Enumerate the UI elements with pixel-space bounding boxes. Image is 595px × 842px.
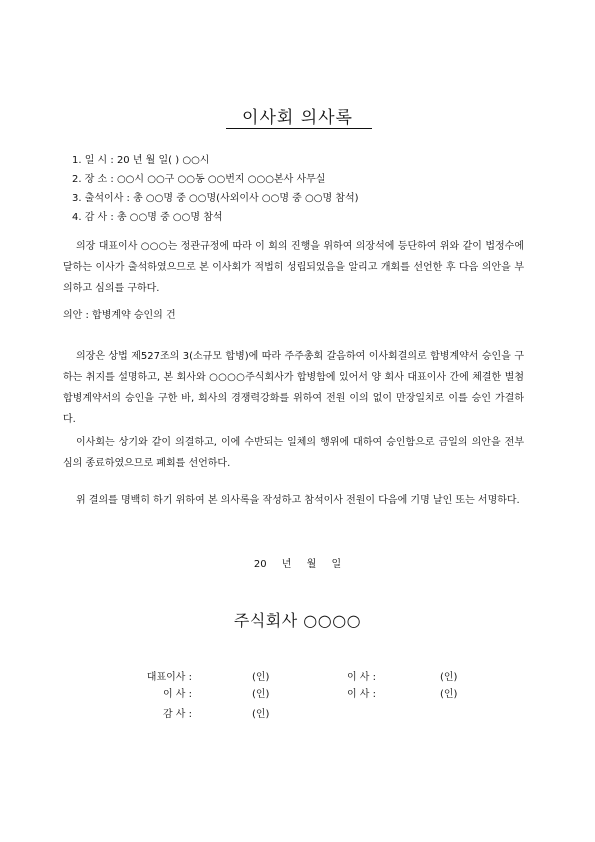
auditor-seal: (인) xyxy=(252,709,270,720)
resolution-paragraph: 의장은 상법 제527조의 3(소규모 합병)에 따라 주주총회 갈음하여 이사회결의로 합병계약서 승인을 구하는 취지를 설명하고, 본 회사와 ○○○○주식회사가 합병함에 있어서 양 회사 대표이사 간에 체결한 별첨 합병계약서의 승인을 구한 바, 회사의 경쟁력강화를 위하여 전원 이의 없이 만장일치로 이를 승인 가결하다. xyxy=(63,351,524,425)
director-a-label: 이 사 : xyxy=(346,672,376,683)
meeting-place-item: 2. 장 소 : ○○시 ○○구 ○○동 ○○번지 ○○○본사 사무실 xyxy=(72,174,326,185)
meeting-date-item: 1. 일 시 : 20 년 월 일( ) ○○시 xyxy=(72,155,210,166)
rep-director-seal: (인) xyxy=(252,672,270,683)
director-b-seal: (인) xyxy=(252,689,270,700)
director-b-label: 이 사 : xyxy=(162,689,192,700)
title-underline xyxy=(226,128,372,129)
rep-director-label: 대표이사 : xyxy=(146,672,192,683)
director-c-seal: (인) xyxy=(440,689,458,700)
document-title: 이사회 의사록 xyxy=(242,108,353,128)
director-c-label: 이 사 : xyxy=(346,689,376,700)
director-a-seal: (인) xyxy=(440,672,458,683)
opening-paragraph: 의장 대표이사 ○○○는 정관규정에 따라 이 회의 진행을 위하여 의장석에 등단하여 위와 같이 법정수에 달하는 이사가 출석하였으므로 본 이사회가 적법히 성립되었음을 알리고 개회를 선언한 후 다음 의안을 부의하고 심의를 구하다. xyxy=(63,241,524,294)
closing-paragraph: 이사회는 상기와 같이 의결하고, 이에 수반되는 일체의 행위에 대하여 승인함으로 금일의 의안을 전부 심의 종료하였으므로 폐회를 선언하다. xyxy=(63,437,524,469)
document-date: 20 년 월 일 xyxy=(253,559,342,570)
agenda-line: 의안 : 합병계약 승인의 건 xyxy=(63,310,176,321)
auditors-item: 4. 감 사 : 총 ○○명 중 ○○명 참석 xyxy=(72,212,223,223)
auditor-label: 감 사 : xyxy=(162,709,192,720)
signature-statement-paragraph: 위 결의를 명백히 하기 위하여 본 의사록을 작성하고 참석이사 전원이 다음에 기명 날인 또는 서명하다. xyxy=(76,495,520,506)
meeting-info-list xyxy=(72,151,359,227)
attending-directors-item: 3. 출석이사 : 총 ○○명 중 ○○명(사외이사 ○○명 중 ○○명 참석) xyxy=(72,193,359,204)
company-name: 주식회사 ○○○○ xyxy=(233,611,362,630)
